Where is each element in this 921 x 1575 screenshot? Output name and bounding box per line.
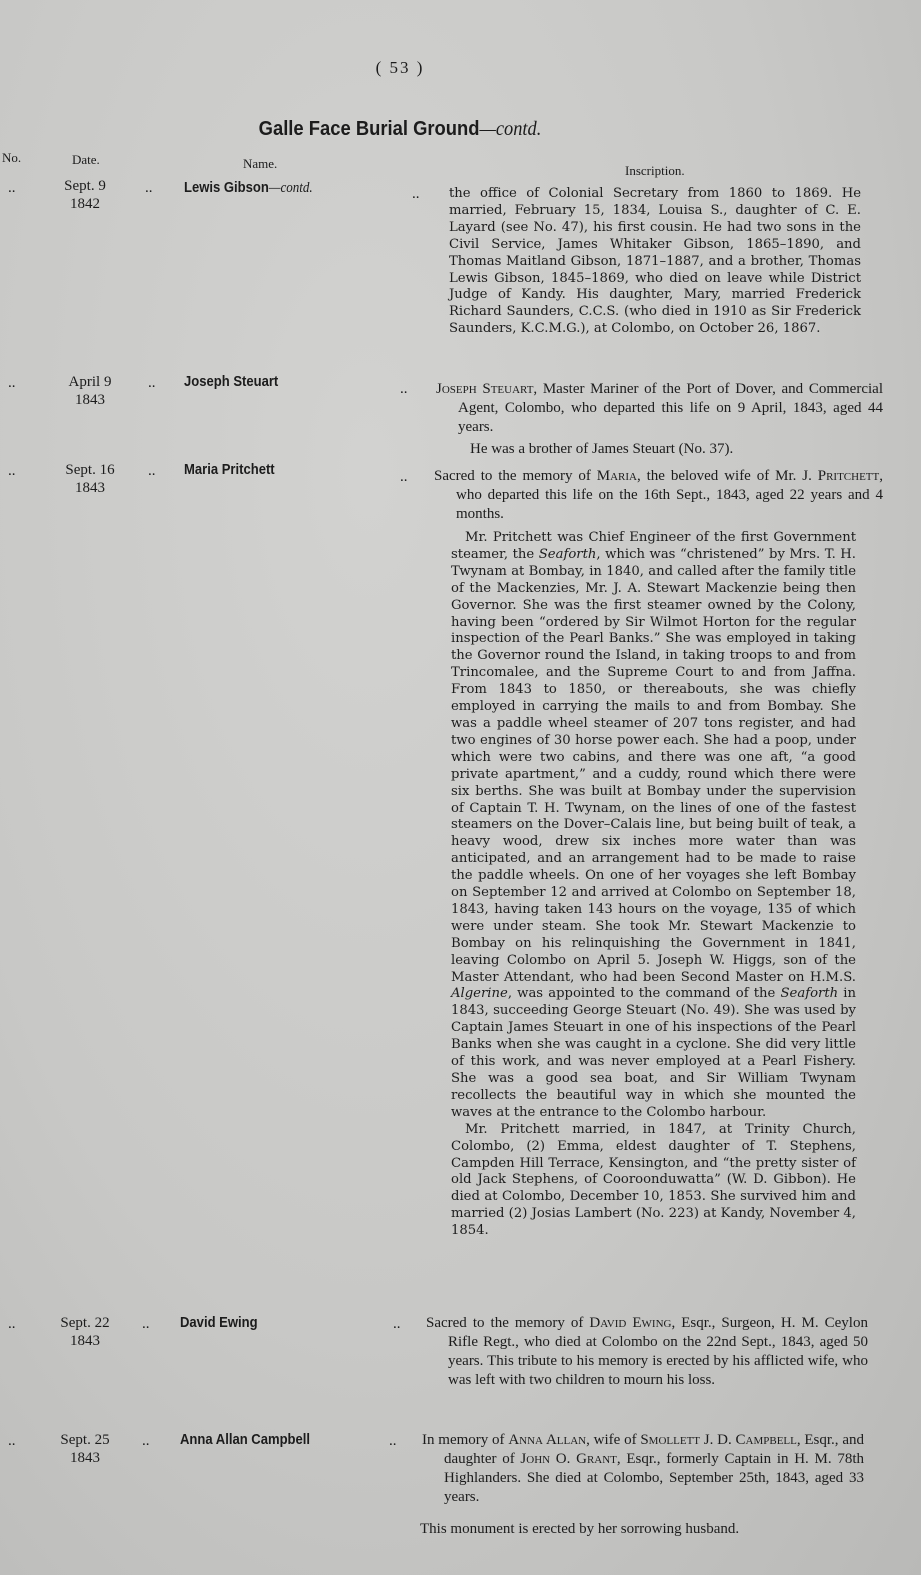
entry-date: Sept. 22 1843 <box>60 1315 110 1349</box>
title-suffix: —contd. <box>479 118 542 140</box>
leader-dots: .. <box>400 469 408 485</box>
column-header-date: Date. <box>72 152 100 167</box>
leader-dots: .. <box>142 1316 150 1332</box>
entry-note: This monument is erected by her sorrowing husband. <box>420 1521 740 1537</box>
entry-date: Sept. 9 1842 <box>64 178 106 212</box>
entry-date: Sept. 16 1843 <box>65 462 115 496</box>
entry-inscription: Joseph Steuart, Master Mariner of the Port of Dover, and Commercial Agent, Colombo, who departed this life on 9 April, 1843, aged 44 years. <box>436 381 883 435</box>
leader-dots: .. <box>142 1433 150 1449</box>
column-header-name: Name. <box>243 156 278 171</box>
leader-dots: .. <box>148 463 156 479</box>
leader-dots: .. <box>8 375 16 391</box>
column-header-inscription: Inscription. <box>625 163 685 178</box>
biography-paragraph: Mr. Pritchett was Chief Engineer of the first Government steamer, the Seaforth, which was “christened” by Mrs. T. H. Twynam at Bombay, in 1840, and called after the family title of the Mackenzies, Mr. J. A. Stewart Mackenzie being then Governor. She was the first steamer owned by the Colony, having been “ordered by Sir Wilmot Horton for the regular inspection of the Pearl Banks.” She was employed in taking the Governor round the Island, in taking troops to and from Trincomalee, and the Supreme Court to and from Jaffna. From 1843 to 1850, or thereabouts, she was chiefly employed in carrying the mails to and from Bombay. She was a paddle wheel steamer of 207 tons register, and had two engines of 30 horse power each. She had a poop, under which were two cabins, and there was one aft, “a good private apartment,” and a cuddy, round which there were six berths. She was built at Bombay under the supervision of Captain T. H. Twynam, on the lines of one of the fastest steamers on the Dover–Calais line, but being built of teak, a heavy wood, drew six inches more water than was anticipated, and an arrangement had to be made to raise the paddle wheels. On one of her voyages she left Bombay on September 12 and arrived at Colombo on September 18, 1843, having taken 143 hours on the voyage, 135 of which were under steam. She took Mr. Stewart Mackenzie to Bombay on his relinquishing the Government in 1841, leaving Colombo on April 5. Joseph W. Higgs, son of the Master Attendant, who had been Second Master on H.M.S. Algerine, was appointed to the command of the Seaforth in 1843, succeeding George Steuart (No. 49). She was used by Captain James Steuart in one of his inspections of the Pearl Banks when she was caught in a cyclone. She did very little of this work, and was never employed at a Pearl Fishery. She was a good sea boat, and Sir William Twynam recollects the beautiful way in which she mounted the waves at the entrance to the Colombo harbour. <box>451 530 856 1120</box>
page-number: ( 53 ) <box>375 58 425 77</box>
entry-inscription: Sacred to the memory of Maria, the beloved wife of Mr. J. Pritchett, who departed this life on the 16th Sept., 1843, aged 22 years and 4 months. <box>434 468 883 522</box>
biography-paragraph: Mr. Pritchett married, in 1847, at Trinity Church, Colombo, (2) Emma, eldest daughter of T. Stephens, Campden Hill Terrace, Kensington, and “the pretty sister of old Jack Stephens, of Cooroonduwatta” (W. D. Gibbon). He died at Colombo, December 10, 1853. She survived him and married (2) Josias Lambert (No. 223) at Kandy, November 4, 1854. <box>451 1121 856 1239</box>
entry-name: David Ewing <box>180 1315 258 1331</box>
entry-biography <box>451 530 856 1240</box>
page-title <box>32 118 768 141</box>
leader-dots: .. <box>148 375 156 391</box>
leader-dots: .. <box>145 180 153 196</box>
entry-inscription: Sacred to the memory of David Ewing, Esqr., Surgeon, H. M. Ceylon Rifle Regt., who died at Colombo on the 22nd Sept., 1843, aged 50 years. This tribute to his memory is erected by his afflicted wife, who was left with two children to mourn his loss. <box>426 1315 868 1388</box>
column-header-no: No. <box>2 150 22 165</box>
leader-dots: .. <box>389 1433 397 1449</box>
title-main: Galle Face Burial Ground <box>258 118 480 140</box>
entry-date: April 9 1843 <box>68 374 112 408</box>
entry-name: Lewis Gibson—contd. <box>184 180 313 196</box>
leader-dots: .. <box>400 381 408 397</box>
leader-dots: .. <box>393 1316 401 1332</box>
entry-inscription: the office of Colonial Secretary from 1860 to 1869. He married, February 15, 1834, Louisa S., daughter of C. E. Layard (see No. 47), his first cousin. He had two sons in the Civil Service, James Whitaker Gibson, 1865–1890, and Thomas Maitland Gibson, 1871–1887, and a brother, Thomas Lewis Gibson, 1845–1869, who died on leave while District Judge of Kandy. His daughter, Mary, married Frederick Richard Saunders, C.C.S. (who died in 1910 as Sir Frederick Saunders, K.C.M.G.), at Colombo, on October 26, 1867. <box>449 186 861 337</box>
leader-dots: .. <box>8 463 16 479</box>
leader-dots: .. <box>8 1433 16 1449</box>
entry-name: Anna Allan Campbell <box>180 1432 311 1448</box>
entry-name: Maria Pritchett <box>184 462 275 478</box>
leader-dots: .. <box>412 186 420 202</box>
leader-dots: .. <box>8 1316 16 1332</box>
entry-note: He was a brother of James Steuart (No. 37). <box>470 441 734 457</box>
entry-name: Joseph Steuart <box>184 374 279 390</box>
entry-date: Sept. 25 1843 <box>60 1432 110 1466</box>
leader-dots: .. <box>8 180 16 196</box>
entry-inscription: In memory of Anna Allan, wife of Smollett J. D. Campbell, Esqr., and daughter of John O. Grant, Esqr., formerly Captain in H. M. 78th Highlanders. She died at Colombo, September 25th, 1843, aged 33 years. <box>422 1432 864 1505</box>
